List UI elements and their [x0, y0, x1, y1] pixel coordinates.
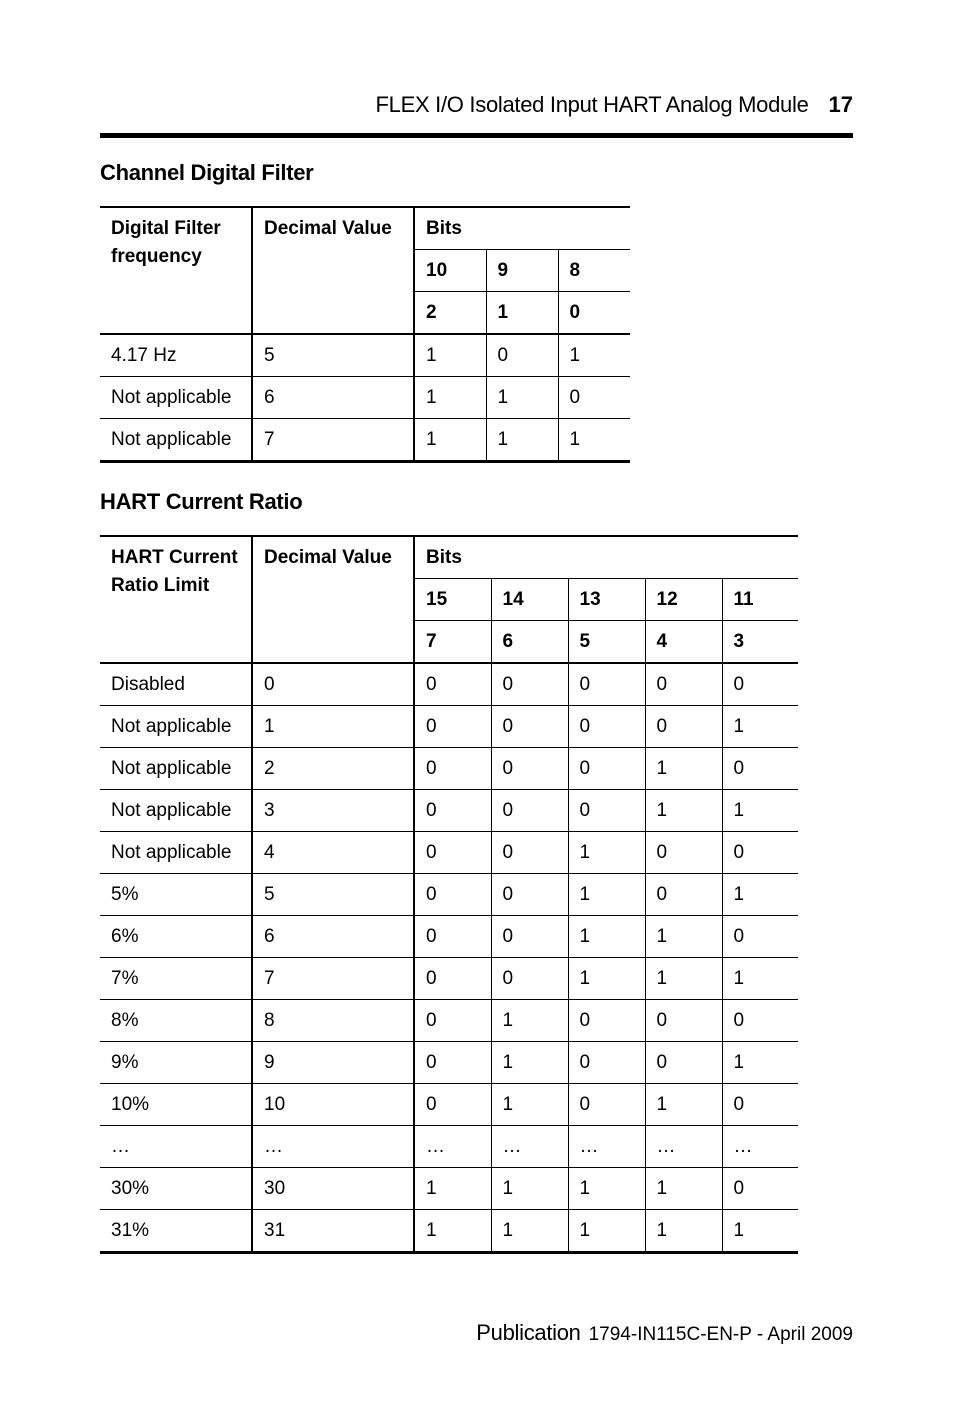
bit-header: 2 [414, 292, 486, 335]
document-title: FLEX I/O Isolated Input HART Analog Module [375, 92, 809, 117]
decimal-value-cell: 7 [252, 958, 414, 1000]
bit-value-cell: 1 [568, 1210, 645, 1253]
table-row [100, 874, 798, 916]
page-number: 17 [828, 92, 853, 117]
bit-value-cell: 0 [414, 1084, 491, 1126]
bit-value-cell: 0 [645, 1042, 722, 1084]
row-label-cell: Disabled [100, 663, 252, 706]
bit-value-cell: 0 [568, 1042, 645, 1084]
bit-value-cell: 0 [414, 706, 491, 748]
bit-value-cell: 0 [568, 1000, 645, 1042]
bit-value-cell: 0 [645, 832, 722, 874]
bit-header: 6 [491, 621, 568, 664]
row-label-cell: 7% [100, 958, 252, 1000]
bit-value-cell: 1 [568, 874, 645, 916]
bit-value-cell: 1 [645, 1210, 722, 1253]
table-row [100, 706, 798, 748]
bit-value-cell: 1 [568, 958, 645, 1000]
table-row [100, 419, 630, 462]
page-header [100, 92, 853, 126]
bit-value-cell: 0 [568, 790, 645, 832]
row-label-cell: 31% [100, 1210, 252, 1253]
bit-value-cell: 1 [558, 419, 630, 462]
decimal-value-cell: 4 [252, 832, 414, 874]
bit-value-cell: 0 [722, 1000, 798, 1042]
bit-value-cell: … [491, 1126, 568, 1168]
bit-value-cell: 1 [722, 874, 798, 916]
table-row [100, 1084, 798, 1126]
row-label-cell: 5% [100, 874, 252, 916]
bit-value-cell: 0 [558, 377, 630, 419]
row-label-cell: Not applicable [100, 832, 252, 874]
bit-header: 7 [414, 621, 491, 664]
row-label-cell: Not applicable [100, 790, 252, 832]
row-label-cell: 6% [100, 916, 252, 958]
table-row [100, 663, 798, 706]
bit-value-cell: 1 [568, 916, 645, 958]
footer-label: Publication [476, 1320, 581, 1345]
bit-value-cell: 1 [645, 958, 722, 1000]
bit-value-cell: 0 [645, 1000, 722, 1042]
bit-header: 4 [645, 621, 722, 664]
decimal-value-cell: 6 [252, 377, 414, 419]
bit-value-cell: 0 [414, 916, 491, 958]
row-label-cell: 10% [100, 1084, 252, 1126]
bit-value-cell: 0 [414, 1000, 491, 1042]
bit-header: 10 [414, 250, 486, 292]
bit-value-cell: 1 [722, 790, 798, 832]
bit-value-cell: 0 [491, 663, 568, 706]
bit-value-cell: 1 [722, 1042, 798, 1084]
bit-value-cell: … [568, 1126, 645, 1168]
bit-value-cell: 0 [414, 832, 491, 874]
table-row [100, 377, 630, 419]
page-footer [476, 1320, 853, 1346]
bit-value-cell: 0 [568, 663, 645, 706]
column-header-bits: Bits [414, 207, 630, 250]
column-header-digital-filter-frequency: Digital Filter frequency [100, 207, 252, 334]
bit-value-cell: 0 [645, 874, 722, 916]
decimal-value-cell: … [252, 1126, 414, 1168]
decimal-value-cell: 2 [252, 748, 414, 790]
table-row [100, 832, 798, 874]
header-rule [100, 133, 853, 138]
bit-value-cell: 1 [414, 334, 486, 377]
table-row [100, 1000, 798, 1042]
row-label-cell: Not applicable [100, 419, 252, 462]
bit-header: 3 [722, 621, 798, 664]
bit-value-cell: 1 [491, 1168, 568, 1210]
bit-value-cell: 1 [491, 1210, 568, 1253]
decimal-value-cell: 5 [252, 874, 414, 916]
bit-value-cell: 0 [722, 1168, 798, 1210]
bit-value-cell: 0 [491, 706, 568, 748]
bit-value-cell: 1 [414, 419, 486, 462]
decimal-value-cell: 1 [252, 706, 414, 748]
bit-value-cell: 0 [568, 706, 645, 748]
decimal-value-cell: 9 [252, 1042, 414, 1084]
bit-value-cell: 0 [722, 916, 798, 958]
bit-header: 1 [486, 292, 558, 335]
table-row [100, 790, 798, 832]
row-label-cell: Not applicable [100, 706, 252, 748]
bit-value-cell: 0 [491, 958, 568, 1000]
bit-header: 12 [645, 579, 722, 621]
section-title-hart-current-ratio: HART Current Ratio [100, 489, 303, 514]
row-label-cell: Not applicable [100, 377, 252, 419]
decimal-value-cell: 3 [252, 790, 414, 832]
bit-header: 9 [486, 250, 558, 292]
publication-number: 1794-IN115C-EN-P - April 2009 [588, 1324, 853, 1345]
bit-value-cell: 0 [568, 748, 645, 790]
channel-digital-filter-table [100, 206, 630, 463]
bit-header: 8 [558, 250, 630, 292]
bit-value-cell: 0 [645, 663, 722, 706]
table-row [100, 748, 798, 790]
bit-value-cell: 1 [568, 1168, 645, 1210]
bit-value-cell: 1 [414, 377, 486, 419]
bit-value-cell: 0 [414, 748, 491, 790]
decimal-value-cell: 5 [252, 334, 414, 377]
decimal-value-cell: 30 [252, 1168, 414, 1210]
bit-value-cell: 0 [491, 790, 568, 832]
bit-value-cell: 1 [645, 790, 722, 832]
bit-header: 11 [722, 579, 798, 621]
bit-value-cell: 1 [645, 916, 722, 958]
bit-value-cell: 1 [722, 706, 798, 748]
bit-value-cell: 1 [645, 1168, 722, 1210]
decimal-value-cell: 7 [252, 419, 414, 462]
bit-value-cell: 0 [645, 706, 722, 748]
row-label-cell: 9% [100, 1042, 252, 1084]
table-row [100, 1168, 798, 1210]
table-row [100, 1126, 798, 1168]
bit-value-cell: 0 [414, 663, 491, 706]
bit-header: 5 [568, 621, 645, 664]
bit-value-cell: 0 [486, 334, 558, 377]
bit-value-cell: … [645, 1126, 722, 1168]
bit-value-cell: 1 [568, 832, 645, 874]
bit-value-cell: 1 [558, 334, 630, 377]
decimal-value-cell: 0 [252, 663, 414, 706]
bit-value-cell: 0 [414, 790, 491, 832]
bit-value-cell: 1 [491, 1042, 568, 1084]
bit-value-cell: 1 [645, 1084, 722, 1126]
bit-value-cell: 0 [491, 874, 568, 916]
row-label-cell: 4.17 Hz [100, 334, 252, 377]
column-header-hart-current-ratio-limit: HART Current Ratio Limit [100, 536, 252, 663]
decimal-value-cell: 6 [252, 916, 414, 958]
hart-current-ratio-table [100, 535, 798, 1254]
decimal-value-cell: 10 [252, 1084, 414, 1126]
bit-value-cell: 0 [414, 958, 491, 1000]
bit-value-cell: 0 [722, 663, 798, 706]
bit-value-cell: 1 [722, 958, 798, 1000]
bit-value-cell: 0 [722, 832, 798, 874]
column-header-bits: Bits [414, 536, 798, 579]
bit-value-cell: 0 [722, 1084, 798, 1126]
row-label-cell: 30% [100, 1168, 252, 1210]
bit-value-cell: 0 [414, 874, 491, 916]
bit-value-cell: 0 [491, 916, 568, 958]
table-row [100, 916, 798, 958]
bit-value-cell: … [414, 1126, 491, 1168]
table-row [100, 1210, 798, 1253]
bit-header: 0 [558, 292, 630, 335]
bit-value-cell: 1 [486, 377, 558, 419]
decimal-value-cell: 31 [252, 1210, 414, 1253]
section-title-channel-digital-filter: Channel Digital Filter [100, 160, 314, 185]
bit-value-cell: 1 [486, 419, 558, 462]
bit-value-cell: 1 [414, 1210, 491, 1253]
bit-value-cell: 1 [491, 1000, 568, 1042]
bit-value-cell: 1 [414, 1168, 491, 1210]
row-label-cell: Not applicable [100, 748, 252, 790]
decimal-value-cell: 8 [252, 1000, 414, 1042]
table-row [100, 1042, 798, 1084]
bit-header: 15 [414, 579, 491, 621]
bit-value-cell: 0 [491, 832, 568, 874]
bit-value-cell: 1 [722, 1210, 798, 1253]
bit-value-cell: 1 [645, 748, 722, 790]
row-label-cell: 8% [100, 1000, 252, 1042]
column-header-decimal-value: Decimal Value [252, 536, 414, 663]
bit-value-cell: 0 [414, 1042, 491, 1084]
bit-header: 13 [568, 579, 645, 621]
bit-value-cell: 1 [491, 1084, 568, 1126]
table-row [100, 958, 798, 1000]
row-label-cell: … [100, 1126, 252, 1168]
table-row [100, 334, 630, 377]
bit-header: 14 [491, 579, 568, 621]
bit-value-cell: 0 [568, 1084, 645, 1126]
bit-value-cell: 0 [722, 748, 798, 790]
bit-value-cell: 0 [491, 748, 568, 790]
column-header-decimal-value: Decimal Value [252, 207, 414, 334]
bit-value-cell: … [722, 1126, 798, 1168]
